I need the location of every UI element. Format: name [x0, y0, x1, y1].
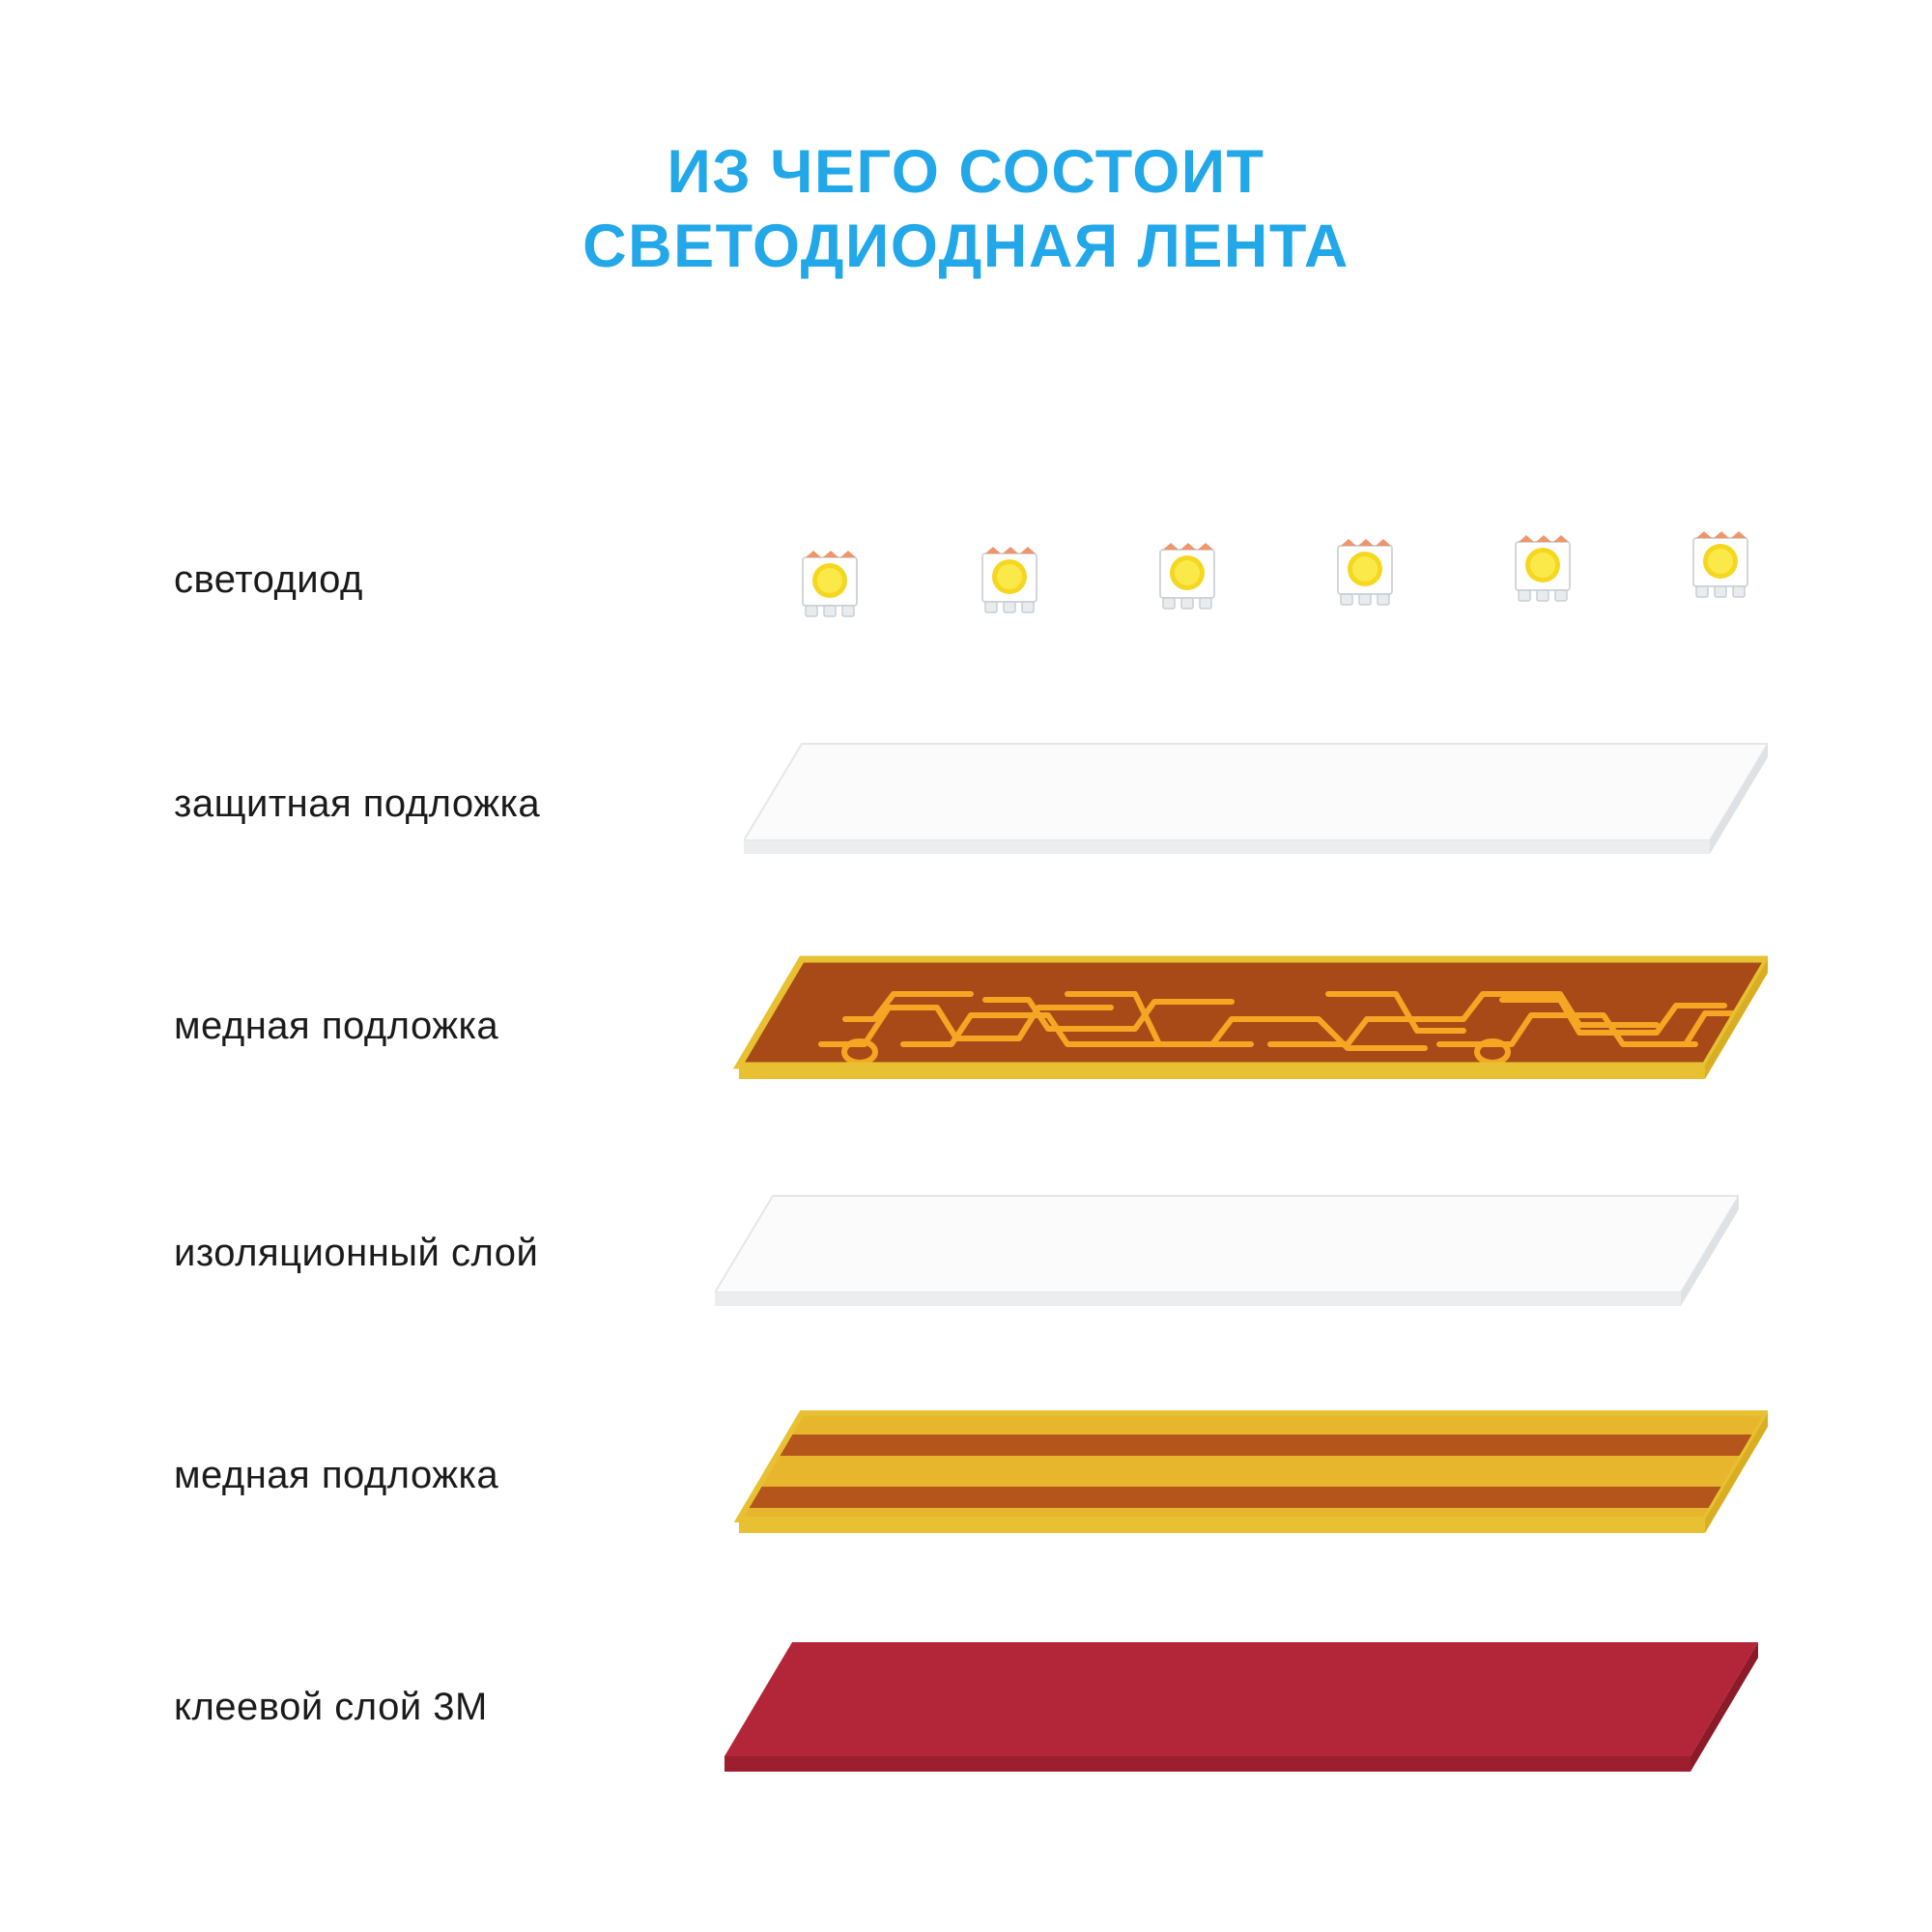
layer-shape-insulation-layer: [715, 1186, 1739, 1321]
layer-shape-adhesive-3m: [720, 1633, 1758, 1787]
layer-shape-copper-substrate-bottom: [729, 1406, 1768, 1550]
layer-label-adhesive-3m: клеевой слой 3M: [174, 1686, 488, 1728]
layer-label-copper-substrate-bottom: медная подложка: [174, 1454, 499, 1496]
layer-label-insulation-layer: изоляционный слой: [174, 1232, 539, 1274]
layer-shape-protective-substrate: [744, 734, 1768, 869]
led-chip-icon: [1327, 535, 1403, 611]
title-line-1: ИЗ ЧЕГО СОСТОИТ: [667, 138, 1265, 206]
layer-label-protective-substrate: защитная подложка: [174, 782, 541, 825]
led-chip-icon: [1505, 531, 1580, 607]
led-array: [773, 533, 1787, 639]
layer-label-led: светодиод: [174, 558, 363, 601]
led-chip-icon: [1150, 539, 1225, 614]
led-chip-icon: [792, 547, 867, 622]
led-chip-icon: [972, 543, 1047, 618]
layer-shape-copper-substrate-top: [729, 952, 1768, 1092]
led-chip-icon: [1683, 527, 1758, 603]
layer-label-copper-substrate-top: медная подложка: [174, 1005, 499, 1047]
title-line-2: СВЕТОДИОДНАЯ ЛЕНТА: [582, 212, 1350, 280]
